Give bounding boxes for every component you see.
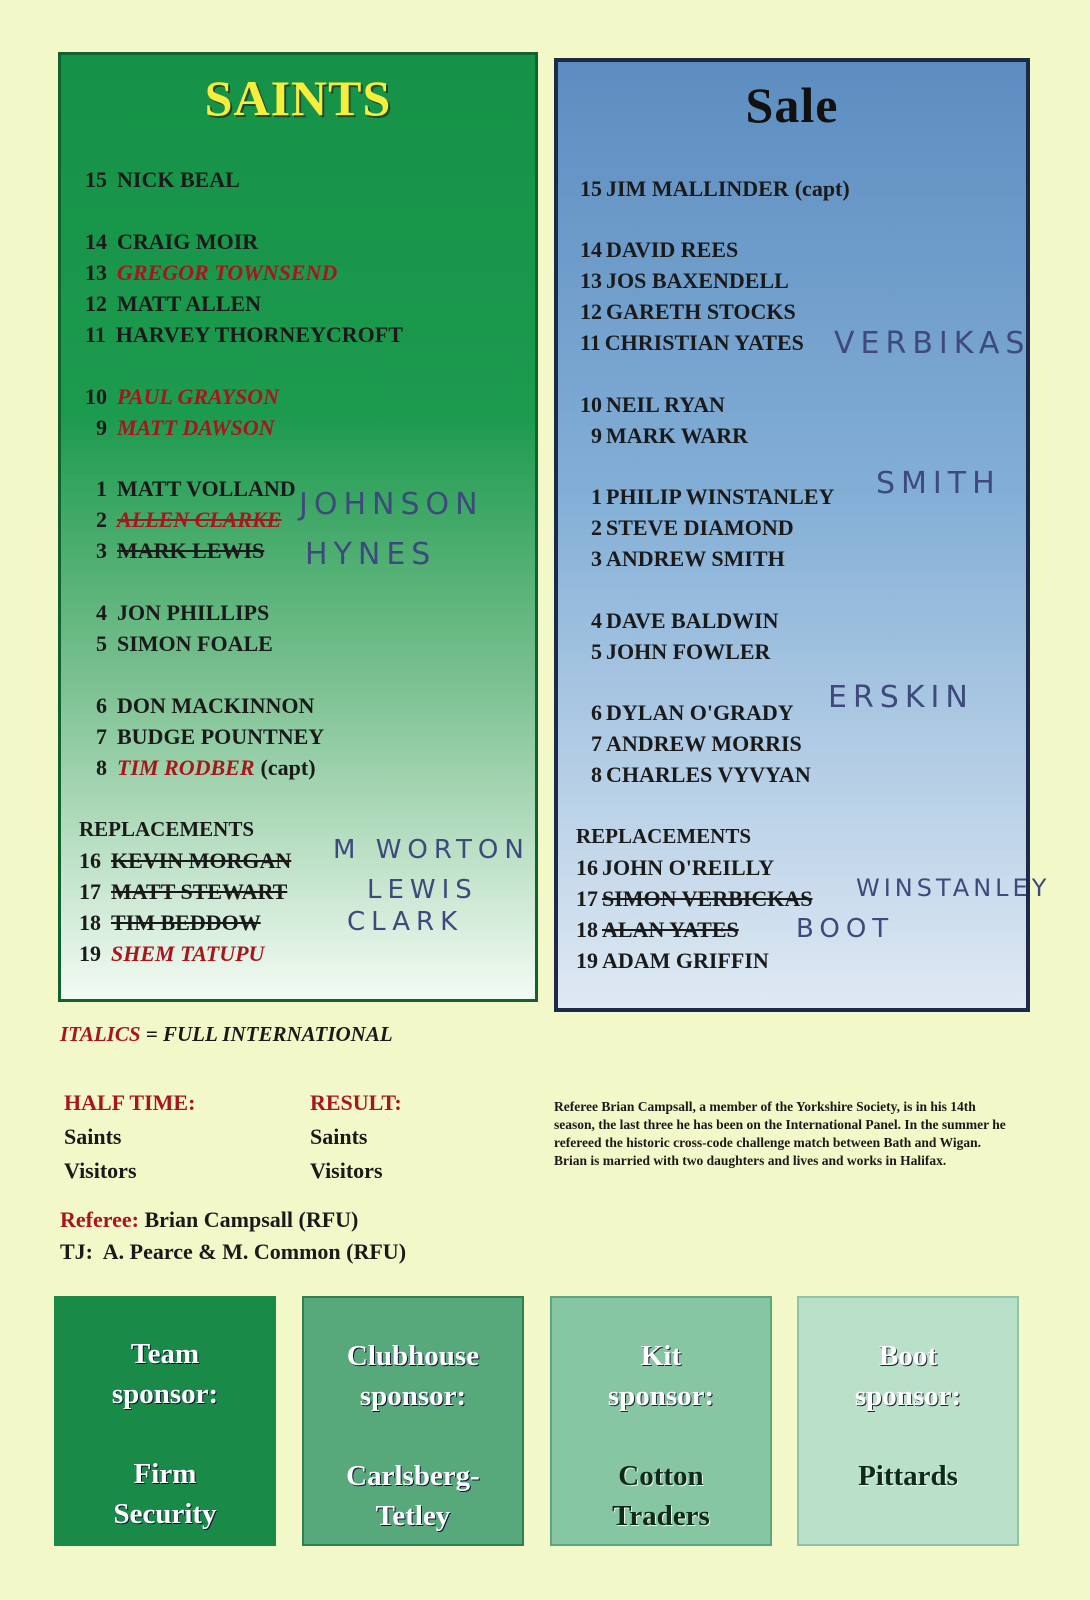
legend-text: = FULL INTERNATIONAL: [145, 1022, 393, 1046]
saints-player-row: [96, 693, 314, 719]
sponsor-name: Cotton: [618, 1460, 704, 1492]
handwritten-note: BOOT: [796, 914, 895, 944]
sponsor-name: Carlsberg-: [346, 1460, 480, 1492]
sale-replacement-row: [576, 948, 769, 974]
player-number: 2: [591, 515, 602, 540]
player-name: SHEM TATUPU: [111, 941, 265, 966]
player-name: CHARLES VYVYAN: [606, 762, 811, 787]
player-number: 7: [96, 724, 107, 749]
player-name: CHRISTIAN YATES: [604, 330, 804, 355]
sponsor-name: Traders: [612, 1500, 710, 1532]
player-name: JOHN O'REILLY: [602, 855, 775, 880]
referee-label: Referee:: [60, 1207, 139, 1232]
half-time-away: Visitors: [64, 1158, 137, 1183]
player-number: 1: [591, 484, 602, 509]
sale-player-row: [591, 700, 794, 726]
sponsor-label: sponsor:: [359, 1380, 467, 1412]
clubhouse-sponsor-box: [302, 1296, 524, 1546]
sponsor-label: Team: [130, 1338, 200, 1370]
saints-replacement-row: [79, 941, 264, 967]
player-name: MATT VOLLAND: [117, 476, 296, 501]
player-name: TIM BEDDOW: [111, 910, 261, 935]
handwritten-note: VERBIKAS: [834, 326, 1031, 361]
saints-player-row: [85, 384, 279, 410]
player-number: 18: [79, 910, 101, 935]
saints-player-row: [96, 538, 264, 564]
handwritten-note: WINSTANLEY: [856, 874, 1051, 902]
saints-player-row: [85, 322, 403, 348]
player-name: KEVIN MORGAN: [111, 848, 292, 873]
player-name: JON PHILLIPS: [117, 600, 270, 625]
player-name: DAVE BALDWIN: [606, 608, 779, 633]
player-number: 12: [85, 291, 107, 316]
player-number: 10: [580, 392, 602, 417]
sale-player-row: [580, 176, 850, 202]
kit-sponsor-box: [550, 1296, 772, 1546]
sponsor-name: Security: [113, 1498, 217, 1530]
handwritten-note: LEWIS: [367, 875, 478, 905]
player-name: STEVE DIAMOND: [606, 515, 794, 540]
result-home: Saints: [310, 1124, 368, 1149]
player-number: 3: [591, 546, 602, 571]
player-number: 19: [576, 948, 598, 973]
player-name: MARK WARR: [606, 423, 748, 448]
sale-title: Sale: [745, 77, 839, 133]
player-name: NEIL RYAN: [606, 392, 725, 417]
player-name: SIMON VERBICKAS: [602, 886, 813, 911]
tj-names: A. Pearce & M. Common (RFU): [102, 1239, 407, 1264]
result-label: RESULT:: [310, 1090, 402, 1115]
player-name: CRAIG MOIR: [117, 229, 259, 254]
player-number: 5: [96, 631, 107, 656]
player-number: 16: [79, 848, 101, 873]
sale-player-row: [591, 484, 834, 510]
sponsor-label: Kit: [640, 1340, 682, 1372]
sale-replacement-row: [576, 855, 774, 881]
sponsor-label: sponsor:: [607, 1380, 715, 1412]
saints-player-row: [96, 631, 273, 657]
captain-mark: (capt): [260, 755, 316, 780]
player-number: 4: [96, 600, 107, 625]
player-number: 13: [85, 260, 107, 285]
player-number: 7: [591, 731, 602, 756]
player-number: 19: [79, 941, 101, 966]
player-number: 12: [580, 299, 602, 324]
sale-replacement-row: [576, 917, 739, 943]
referee-line: [60, 1204, 406, 1236]
sale-player-row: [591, 639, 770, 665]
saints-replacement-row: [79, 910, 261, 936]
sponsor-label: sponsor:: [854, 1380, 962, 1412]
player-name: GARETH STOCKS: [606, 299, 796, 324]
handwritten-note: ERSKIN: [828, 680, 974, 715]
saints-player-row: [85, 260, 337, 286]
player-number: 1: [96, 476, 107, 501]
player-name: BUDGE POUNTNEY: [117, 724, 325, 749]
player-number: 4: [591, 608, 602, 633]
half-time-block: [64, 1090, 195, 1192]
player-name: GREGOR TOWNSEND: [117, 260, 338, 285]
sponsor-name: Pittards: [858, 1460, 958, 1492]
player-number: 5: [591, 639, 602, 664]
player-name: MATT ALLEN: [117, 291, 262, 316]
player-name: PHILIP WINSTANLEY: [606, 484, 835, 509]
player-name: MARK LEWIS: [117, 538, 265, 563]
match-officials: [60, 1204, 406, 1268]
sale-player-row: [591, 762, 811, 788]
saints-player-row: [85, 229, 258, 255]
sale-player-row: [591, 608, 779, 634]
saints-player-row: [96, 600, 269, 626]
player-number: 13: [580, 268, 602, 293]
sale-player-row: [580, 299, 796, 325]
player-name: DON MACKINNON: [117, 693, 315, 718]
referee-name: Brian Campsall (RFU): [144, 1207, 359, 1232]
player-number: 2: [96, 507, 107, 532]
player-number: 9: [96, 415, 107, 440]
player-number: 14: [580, 237, 602, 262]
player-name: NICK BEAL: [117, 167, 240, 192]
sale-team-panel: [554, 58, 1051, 1012]
half-time-label: HALF TIME:: [64, 1090, 196, 1115]
player-name: PAUL GRAYSON: [117, 384, 279, 409]
italics-legend: [60, 1022, 393, 1047]
sale-player-row: [591, 731, 802, 757]
player-name: DYLAN O'GRADY: [606, 700, 794, 725]
player-name: MATT DAWSON: [117, 415, 275, 440]
player-name: ALLEN CLARKE: [117, 507, 282, 532]
sale-player-row: [591, 423, 748, 449]
saints-team-panel: [58, 52, 538, 1002]
sale-player-row: [591, 515, 794, 541]
sponsor-name: Tetley: [375, 1500, 451, 1532]
player-name: SIMON FOALE: [117, 631, 273, 656]
tj-label: TJ:: [60, 1239, 93, 1264]
player-name: JIM MALLINDER: [606, 176, 789, 201]
handwritten-note: SMITH: [876, 466, 1001, 501]
player-name: JOS BAXENDELL: [606, 268, 789, 293]
saints-replacement-row: [79, 879, 287, 905]
saints-player-row: [96, 476, 296, 502]
handwritten-note: JOHNSON: [299, 487, 484, 522]
sale-replacements-heading: REPLACEMENTS: [576, 824, 752, 848]
player-number: 8: [591, 762, 602, 787]
sponsor-name: Firm: [133, 1458, 197, 1490]
saints-player-row: [96, 415, 275, 441]
player-number: 15: [85, 167, 107, 192]
player-name: JOHN FOWLER: [606, 639, 771, 664]
half-time-home: Saints: [64, 1124, 122, 1149]
handwritten-note: HYNES: [305, 537, 437, 572]
saints-title: SAINTS: [204, 70, 392, 126]
player-number: 18: [576, 917, 598, 942]
legend-key: ITALICS: [60, 1022, 141, 1046]
player-number: 14: [85, 229, 107, 254]
sale-player-row: [580, 392, 725, 418]
sale-player-row: [591, 546, 785, 572]
result-block: [310, 1090, 402, 1192]
player-number: 17: [79, 879, 101, 904]
player-name: HARVEY THORNEYCROFT: [115, 322, 403, 347]
saints-player-row: [96, 724, 324, 750]
captain-mark: (capt): [794, 176, 850, 201]
referee-bio: Referee Brian Campsall, a member of the Yorkshire Society, is in his 14th season, the last three he has been on the International Panel. In the summer he refereed the historic cross-code challenge match between Bath and Wigan. Brian is married with two daughters and lives and works in Halifax.: [554, 1099, 1006, 1168]
saints-player-row: [96, 755, 316, 781]
result-away: Visitors: [310, 1158, 383, 1183]
player-number: 8: [96, 755, 107, 780]
sponsor-label: Clubhouse: [346, 1340, 480, 1372]
team-sponsor-box: [54, 1296, 276, 1546]
handwritten-note: M WORTON: [333, 835, 530, 865]
player-number: 11: [85, 322, 106, 347]
handwritten-note: CLARK: [347, 907, 464, 937]
player-number: 17: [576, 886, 598, 911]
tj-line: [60, 1236, 406, 1268]
player-number: 16: [576, 855, 598, 880]
sale-player-row: [580, 237, 738, 263]
saints-replacement-row: [79, 848, 291, 874]
player-number: 11: [580, 330, 601, 355]
sponsor-label: sponsor:: [111, 1378, 219, 1410]
saints-player-row: [96, 507, 281, 533]
player-number: 15: [580, 176, 602, 201]
player-number: 6: [96, 693, 107, 718]
sale-player-row: [580, 268, 789, 294]
player-number: 9: [591, 423, 602, 448]
sponsor-label: Boot: [879, 1340, 937, 1372]
player-name: ANDREW MORRIS: [606, 731, 802, 756]
player-number: 3: [96, 538, 107, 563]
saints-replacements-heading: REPLACEMENTS: [79, 817, 255, 841]
player-number: 6: [591, 700, 602, 725]
sale-player-row: [580, 330, 804, 356]
player-name: ADAM GRIFFIN: [602, 948, 769, 973]
player-number: 10: [85, 384, 107, 409]
player-name: DAVID REES: [606, 237, 739, 262]
player-name: ALAN YATES: [602, 917, 739, 942]
boot-sponsor-box: [797, 1296, 1019, 1546]
sale-replacement-row: [576, 886, 812, 912]
saints-player-row: [85, 167, 240, 193]
player-name: ANDREW SMITH: [606, 546, 785, 571]
player-name: TIM RODBER: [117, 755, 255, 780]
player-name: MATT STEWART: [111, 879, 288, 904]
saints-player-row: [85, 291, 261, 317]
